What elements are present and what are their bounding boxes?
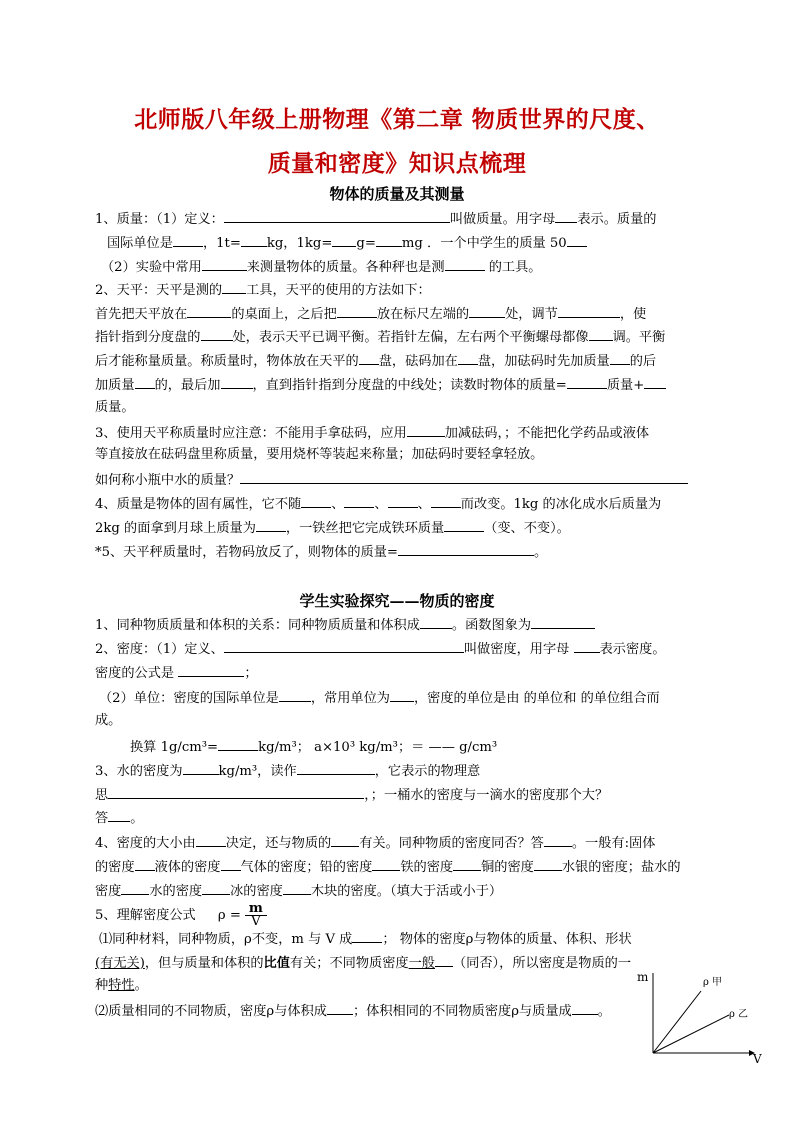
line-balance-step1: 首先把天平放在 的桌面上，之后把 放在标尺左端的 处，调节 ，使 (95, 304, 646, 324)
line-density-factors: 4、密度的大小由 决定，还与物质的 有关。同种物质的密度同否？答 。一般有:固体 (95, 833, 655, 853)
line-density-compare2: 密度 水的密度 冰的密度 木块的密度。（填大于活或小于） (95, 881, 502, 901)
line-balance-step2: 指针指到分度盘的 处，表示天平已调平衡。若指针左偏，左右两个平衡螺母都像 调。平衡 (95, 327, 665, 347)
line-measure-tool: （2）实验中常用 来测量物体的质量。各种秤也是测 的工具。 (101, 257, 541, 277)
line-density-characteristic: 种特性。 (95, 978, 148, 993)
line-same-material: ⑴同种材料，同种物质，ρ不变，m 与 V 成 ； 物体的密度ρ与物体的质量、体积、形状 (99, 929, 632, 949)
line-water-density2: 思 ，；一桶水的密度与一滴水的密度那个大？ (95, 785, 608, 805)
line-density-definition: 2、密度：（1）定义、 叫做密度，用字母 表示密度。 (95, 639, 666, 659)
line-density-formula: 密度的公式是 ； (95, 663, 258, 683)
line-balance-notes1: 3、使用天平称质量时应注意：不能用手拿砝码，应用 加减砝码，；不能把化学药品或液体 (95, 423, 649, 443)
line-mass-property: 4、质量是物体的固有属性，它不随 、 、 、 而改变。1kg 的冰化成水后质量为 (95, 494, 661, 514)
line-rho-jia (653, 991, 701, 1053)
line-unit-conversion: 换算 1g/cm³= kg/m³； a×10³ kg/m³；＝ —— g/cm³ (130, 737, 497, 757)
label-rho-yi: ρ 乙 (729, 1009, 749, 1020)
line-water-density: 3、水的密度为 kg/m³，读作 ，它表示的物理意 (95, 761, 480, 781)
line-mass-units: 国际单位是 ，1t= kg，1kg= g= mg ．一个中学生的质量 50 (107, 233, 587, 253)
section-heading-density: 学生实验探究——物质的密度 (299, 592, 495, 610)
line-water-density-answer: 答 。 (95, 808, 143, 828)
y-axis-label: m (637, 970, 649, 984)
line-mass-definition: 1、质量：（1）定义： 叫做质量。用字母 表示。质量的 (95, 209, 657, 229)
formula-fraction: $\frac{m}{V}$ (245, 903, 267, 928)
label-rho-jia: ρ 甲 (703, 977, 723, 988)
x-axis-label: V (753, 1052, 762, 1065)
line-balance-step3: 后才能称量质量。称质量时，物体放在天平的 盘，砝码加在 盘，加砝码时先加质量 的后 (95, 351, 656, 371)
document-title-line2: 质量和密度》知识点梳理 (267, 151, 527, 177)
line-density-compare1: 的密度 液体的密度 气体的密度；铅的密度 铁的密度 铜的密度 水银的密度；盐水的 (95, 857, 681, 877)
line-rho-yi (653, 1015, 729, 1053)
line-balance-step5: 质量。 (95, 400, 135, 415)
line-density-units: （2）单位：密度的国际单位是 ，常用单位为 ，密度的单位是由 的单位和 的单位组合而 (99, 688, 660, 708)
blank (224, 209, 450, 223)
document-title-line1: 北师版八年级上册物理《第二章 物质世界的尺度、 (134, 107, 660, 133)
line-mass-property2: 2kg 的面拿到月球上质量为 ，一铁丝把它完成铁环质量 （变、不变）。 (95, 518, 570, 538)
line-water-mass-question: 如何称小瓶中水的质量？ (95, 470, 688, 490)
blank (555, 209, 577, 223)
line-balance-notes2: 等直接放在砝码盘里称质量，要用烧杯等装起来称量；加砝码时要轻拿轻放。 (95, 447, 544, 462)
line-density-units2: 成。 (95, 713, 122, 728)
line-reversed-weights: *5、天平秤质量时，若物码放反了，则物体的质量= 。 (95, 542, 547, 562)
line-balance-intro: 2、天平：天平是测的 工具，天平的使用的方法如下： (95, 280, 431, 300)
line-mass-volume-relation: 1、同种物质质量和体积的关系：同种物质质量和体积成 。函数图象为 (95, 615, 595, 635)
line-balance-step4: 加质量 的，最后加 ，直到指针指到分度盘的中线处；读数时物体的质量= 质量+ (95, 375, 666, 395)
mass-volume-graph (633, 965, 768, 1065)
formula-rho: ρ = (217, 908, 241, 923)
line-density-ratio: (有无关)，但与质量和体积的比值有关；不同物质密度一般 （同否），所以密度是物质的一 (95, 953, 631, 973)
line-proportionality: ⑵质量相同的不同物质，密度ρ与体积成 ；体积相同的不同物质密度ρ与质量成 。 (95, 1001, 611, 1021)
line-density-formula-understanding: 5、理解密度公式 ρ = $\frac{m}{V}$ (95, 903, 267, 928)
section-heading-mass: 物体的质量及其测量 (329, 185, 465, 203)
